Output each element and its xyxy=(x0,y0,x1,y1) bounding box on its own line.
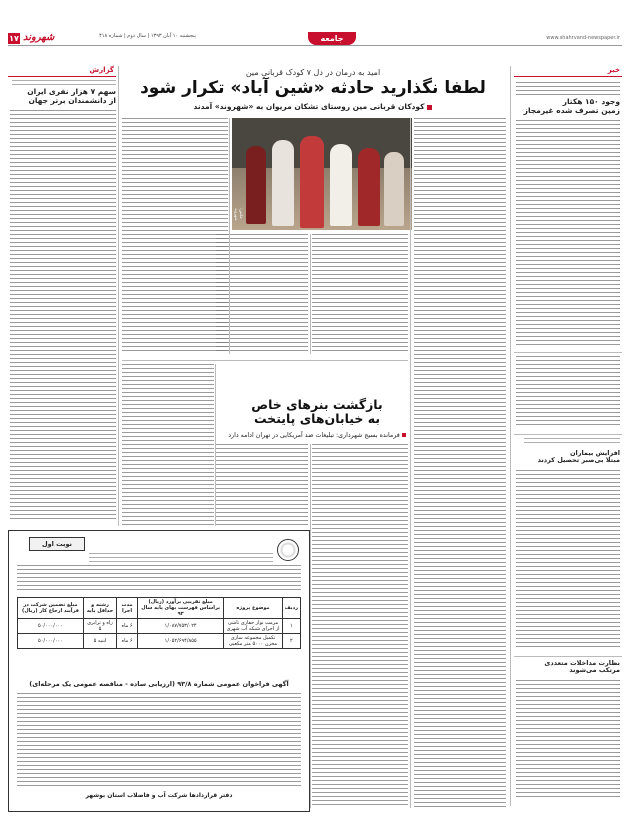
main-subhead: کودکان قربانی مین روستای تشکان مریوان به «شهروند» آمدند xyxy=(120,103,506,112)
column-rule xyxy=(310,234,311,354)
child-figure xyxy=(330,144,352,226)
company-logo-icon xyxy=(277,539,299,561)
ad-col-header: موضوع پروژه xyxy=(224,598,282,619)
page-number: ۱۷ xyxy=(9,34,19,43)
ad-col-header: مبلغ تضمین شرکت در فرآیند ارجاع کار (ریال) xyxy=(18,598,84,619)
ad-col-header: مبلغ تقریبی برآورد (ریال) براساس فهرست بهای پایه سال ۹۳ xyxy=(137,598,223,619)
ad-header-text xyxy=(89,553,273,563)
main-story-col-1 xyxy=(414,118,506,808)
section-label: جامعه xyxy=(320,34,344,43)
khabar-label-bar xyxy=(514,66,622,77)
ad-title: آگهی فراخوان عمومی شماره ۹۳/۸ (ارزیابی ساده - مناقصه عمومی یک مرحله‌ای) xyxy=(29,680,289,688)
bullet-icon xyxy=(402,433,406,437)
second-story-col-3 xyxy=(122,364,214,526)
left-headline: سهم ۷ هزار نفری ایران از دانشمندان برتر جهان xyxy=(27,87,116,105)
gozaresh-label-bar xyxy=(8,66,116,77)
right-article-3 xyxy=(516,680,620,800)
child-figure xyxy=(246,146,266,224)
ad-col-header: ردیف xyxy=(282,598,300,619)
child-figure xyxy=(300,136,324,228)
divider xyxy=(514,434,622,435)
right-article-1 xyxy=(516,120,620,346)
column-rule xyxy=(229,118,230,354)
column-rule xyxy=(310,444,311,808)
story-divider xyxy=(122,360,408,361)
child-figure xyxy=(358,148,380,226)
divider xyxy=(514,656,622,657)
column-rule xyxy=(215,364,216,526)
ad-conditions xyxy=(17,693,301,789)
ad-col-header: رشته و حداقل پایه xyxy=(83,598,116,619)
table-row: ۱ مرمت نوار حفاری ناشی از اجرای شبکه آب شهری ۱/۰۸۷/۷۵۳/۰۲۴ ۶ ماه راه و ترابری ۵ ۵۰/۰۰۰/۰۰۰ xyxy=(18,619,301,634)
second-story-col-1 xyxy=(312,444,408,808)
main-kicker: امید به درمان در دل ۷ کودک قربانی مین xyxy=(245,68,381,77)
right-kicker xyxy=(524,438,620,446)
left-column xyxy=(8,66,116,526)
child-figure xyxy=(272,140,294,226)
table-row: ۲ تکمیل مجموعه سازی مخزن ۵۰۰۰ متر مکعبی ۱/۰۵۲/۶۹۴/۸۵۵ ۶ ماه ابنیه ۵ ۵۰/۰۰۰/۰۰۰ xyxy=(18,634,301,649)
child-figure xyxy=(384,152,404,226)
main-story-col-2 xyxy=(312,234,408,354)
ad-footer: دفتر قراردادها شرکت آب و فاضلاب استان بوشهر xyxy=(85,792,233,799)
ad-col-header: مدت اجرا xyxy=(117,598,138,619)
left-article xyxy=(10,110,116,520)
column-rule xyxy=(118,66,119,526)
right-column xyxy=(514,66,622,806)
brand-logo: شهروند xyxy=(23,32,55,43)
second-headline: بازگشت بنرهای خاص به خیابان‌های پایتخت xyxy=(251,397,383,427)
right-headline-1: وجود ۱۵۰ هکتار زمین تصرف شده غیرمجاز xyxy=(523,97,620,115)
date-line: پنجشنبه ۱۰ آبان ۱۳۹۳ | سال دوم | شماره ۴۱۸ xyxy=(99,33,196,39)
children-photo xyxy=(232,118,412,230)
bullet-icon xyxy=(427,105,432,110)
photo-credit: عکس: شهروند xyxy=(234,208,244,221)
khabar-label: خبر xyxy=(607,66,620,74)
gozaresh-label: گزارش xyxy=(89,66,114,74)
right-article-2 xyxy=(516,470,620,650)
left-kicker xyxy=(12,80,116,86)
main-story-col-4 xyxy=(122,118,228,354)
tender-advertisement xyxy=(8,530,310,812)
divider xyxy=(514,352,622,353)
column-rule xyxy=(410,118,411,808)
masthead xyxy=(8,33,622,46)
right-headline-2: افزایش بیماران مبتلا بی‌صبر تحصیل کردند xyxy=(537,449,620,465)
right-intro-text xyxy=(516,82,620,96)
main-headline: لطفا نگذارید حادثه «شین آباد» تکرار شود xyxy=(140,78,486,98)
right-headline-3: نظارت مداخلات متعددی مرتکب می‌شوند xyxy=(544,659,620,675)
website: www.shahrvand-newspaper.ir xyxy=(546,35,620,41)
second-story-col-2 xyxy=(216,444,308,526)
section-tab xyxy=(308,32,356,45)
ad-intro-text xyxy=(17,565,301,593)
second-subhead: فرمانده بسیج شهرداری: تبلیغات ضد آمریکایی در تهران ادامه دارد xyxy=(228,432,406,439)
ad-table xyxy=(17,597,301,649)
ad-badge: نوبت اول xyxy=(29,537,85,551)
column-rule xyxy=(510,66,511,806)
right-snippet xyxy=(516,356,620,428)
